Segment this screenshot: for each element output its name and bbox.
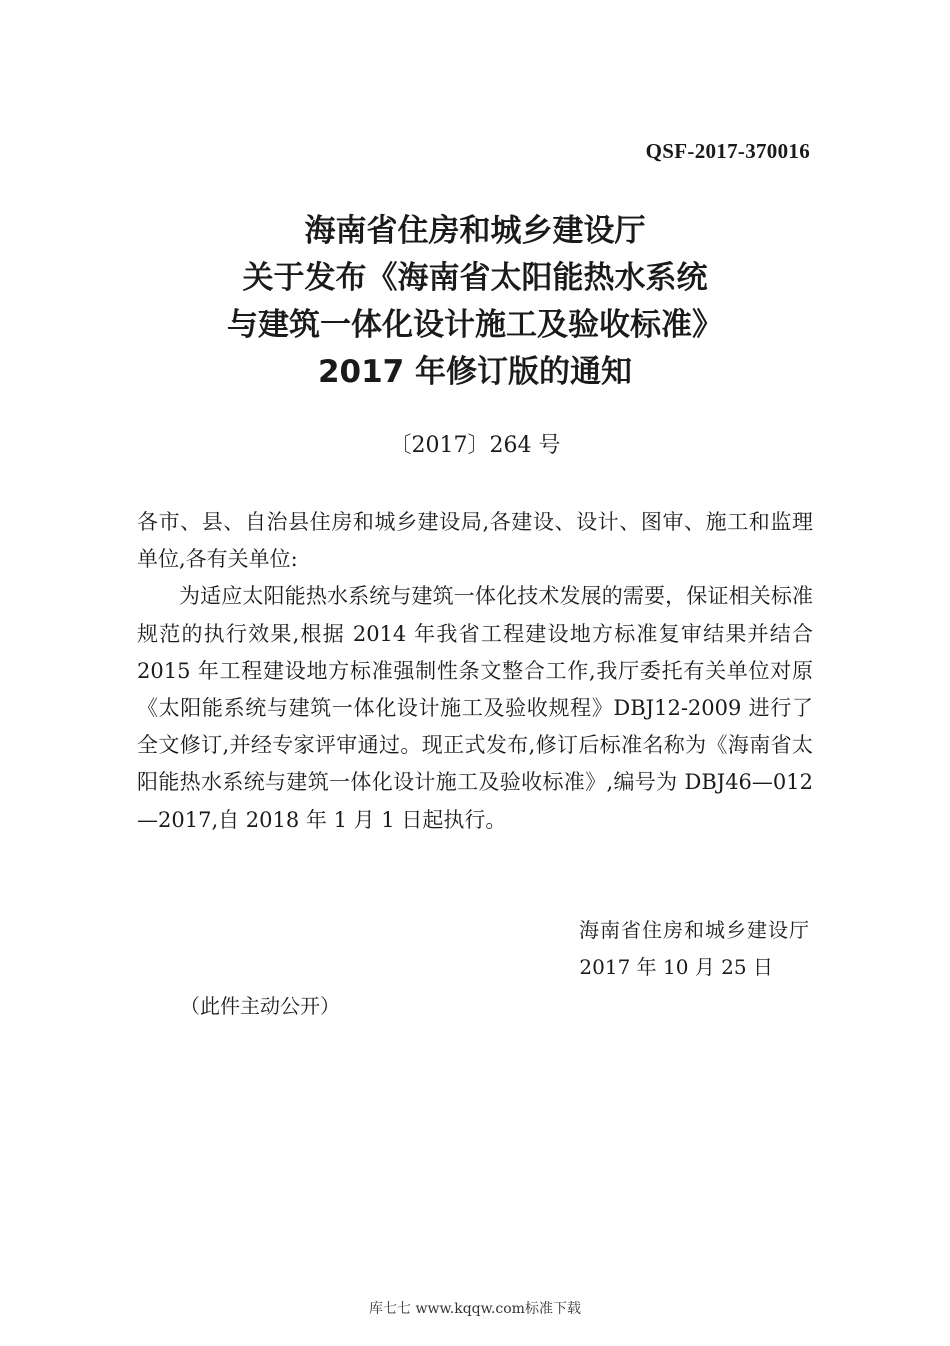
body-paragraph: 为适应太阳能热水系统与建筑一体化技术发展的需要，保证相关标准规范的执行效果,根据 2014 年我省工程建设地方标准复审结果并结合 2015 年工程建设地方标准强制性条文整合工作,我厅委托有关单位对原《太阳能系统与建筑一体化设计施工及验收规程》DBJ12-2009 进行了全文修订,并经专家评审通过。现正式发布,修订后标准名称为《海南省太阳能热水系统与建筑一体化设计施工及验收标准》,编号为 DBJ46—012—2017,自 2018 年 1 月 1 日起执行。	[137, 584, 813, 832]
title-line-4: 2017 年修订版的通知	[317, 354, 633, 390]
notice-title	[0, 208, 950, 396]
issue-date: 2017 年 10 月 25 日	[579, 955, 773, 979]
title-line-2: 关于发布《海南省太阳能热水系统	[242, 260, 708, 296]
document-number: 〔2017〕264 号	[389, 433, 561, 458]
notice-body	[137, 504, 813, 839]
issuing-authority: 海南省住房和城乡建设厅	[579, 918, 810, 942]
document-code: QSF-2017-370016	[645, 139, 810, 163]
title-line-1: 海南省住房和城乡建设厅	[304, 213, 646, 249]
public-disclosure-note: （此件主动公开）	[180, 994, 340, 1018]
footer-watermark-text: 库七七 www.kqqw.com标准下载	[369, 1301, 581, 1317]
addressee-line: 各市、县、自治县住房和城乡建设局,各建设、设计、图审、施工和监理单位,各有关单位:	[137, 510, 813, 572]
title-line-3: 与建筑一体化设计施工及验收标准》	[227, 307, 723, 343]
